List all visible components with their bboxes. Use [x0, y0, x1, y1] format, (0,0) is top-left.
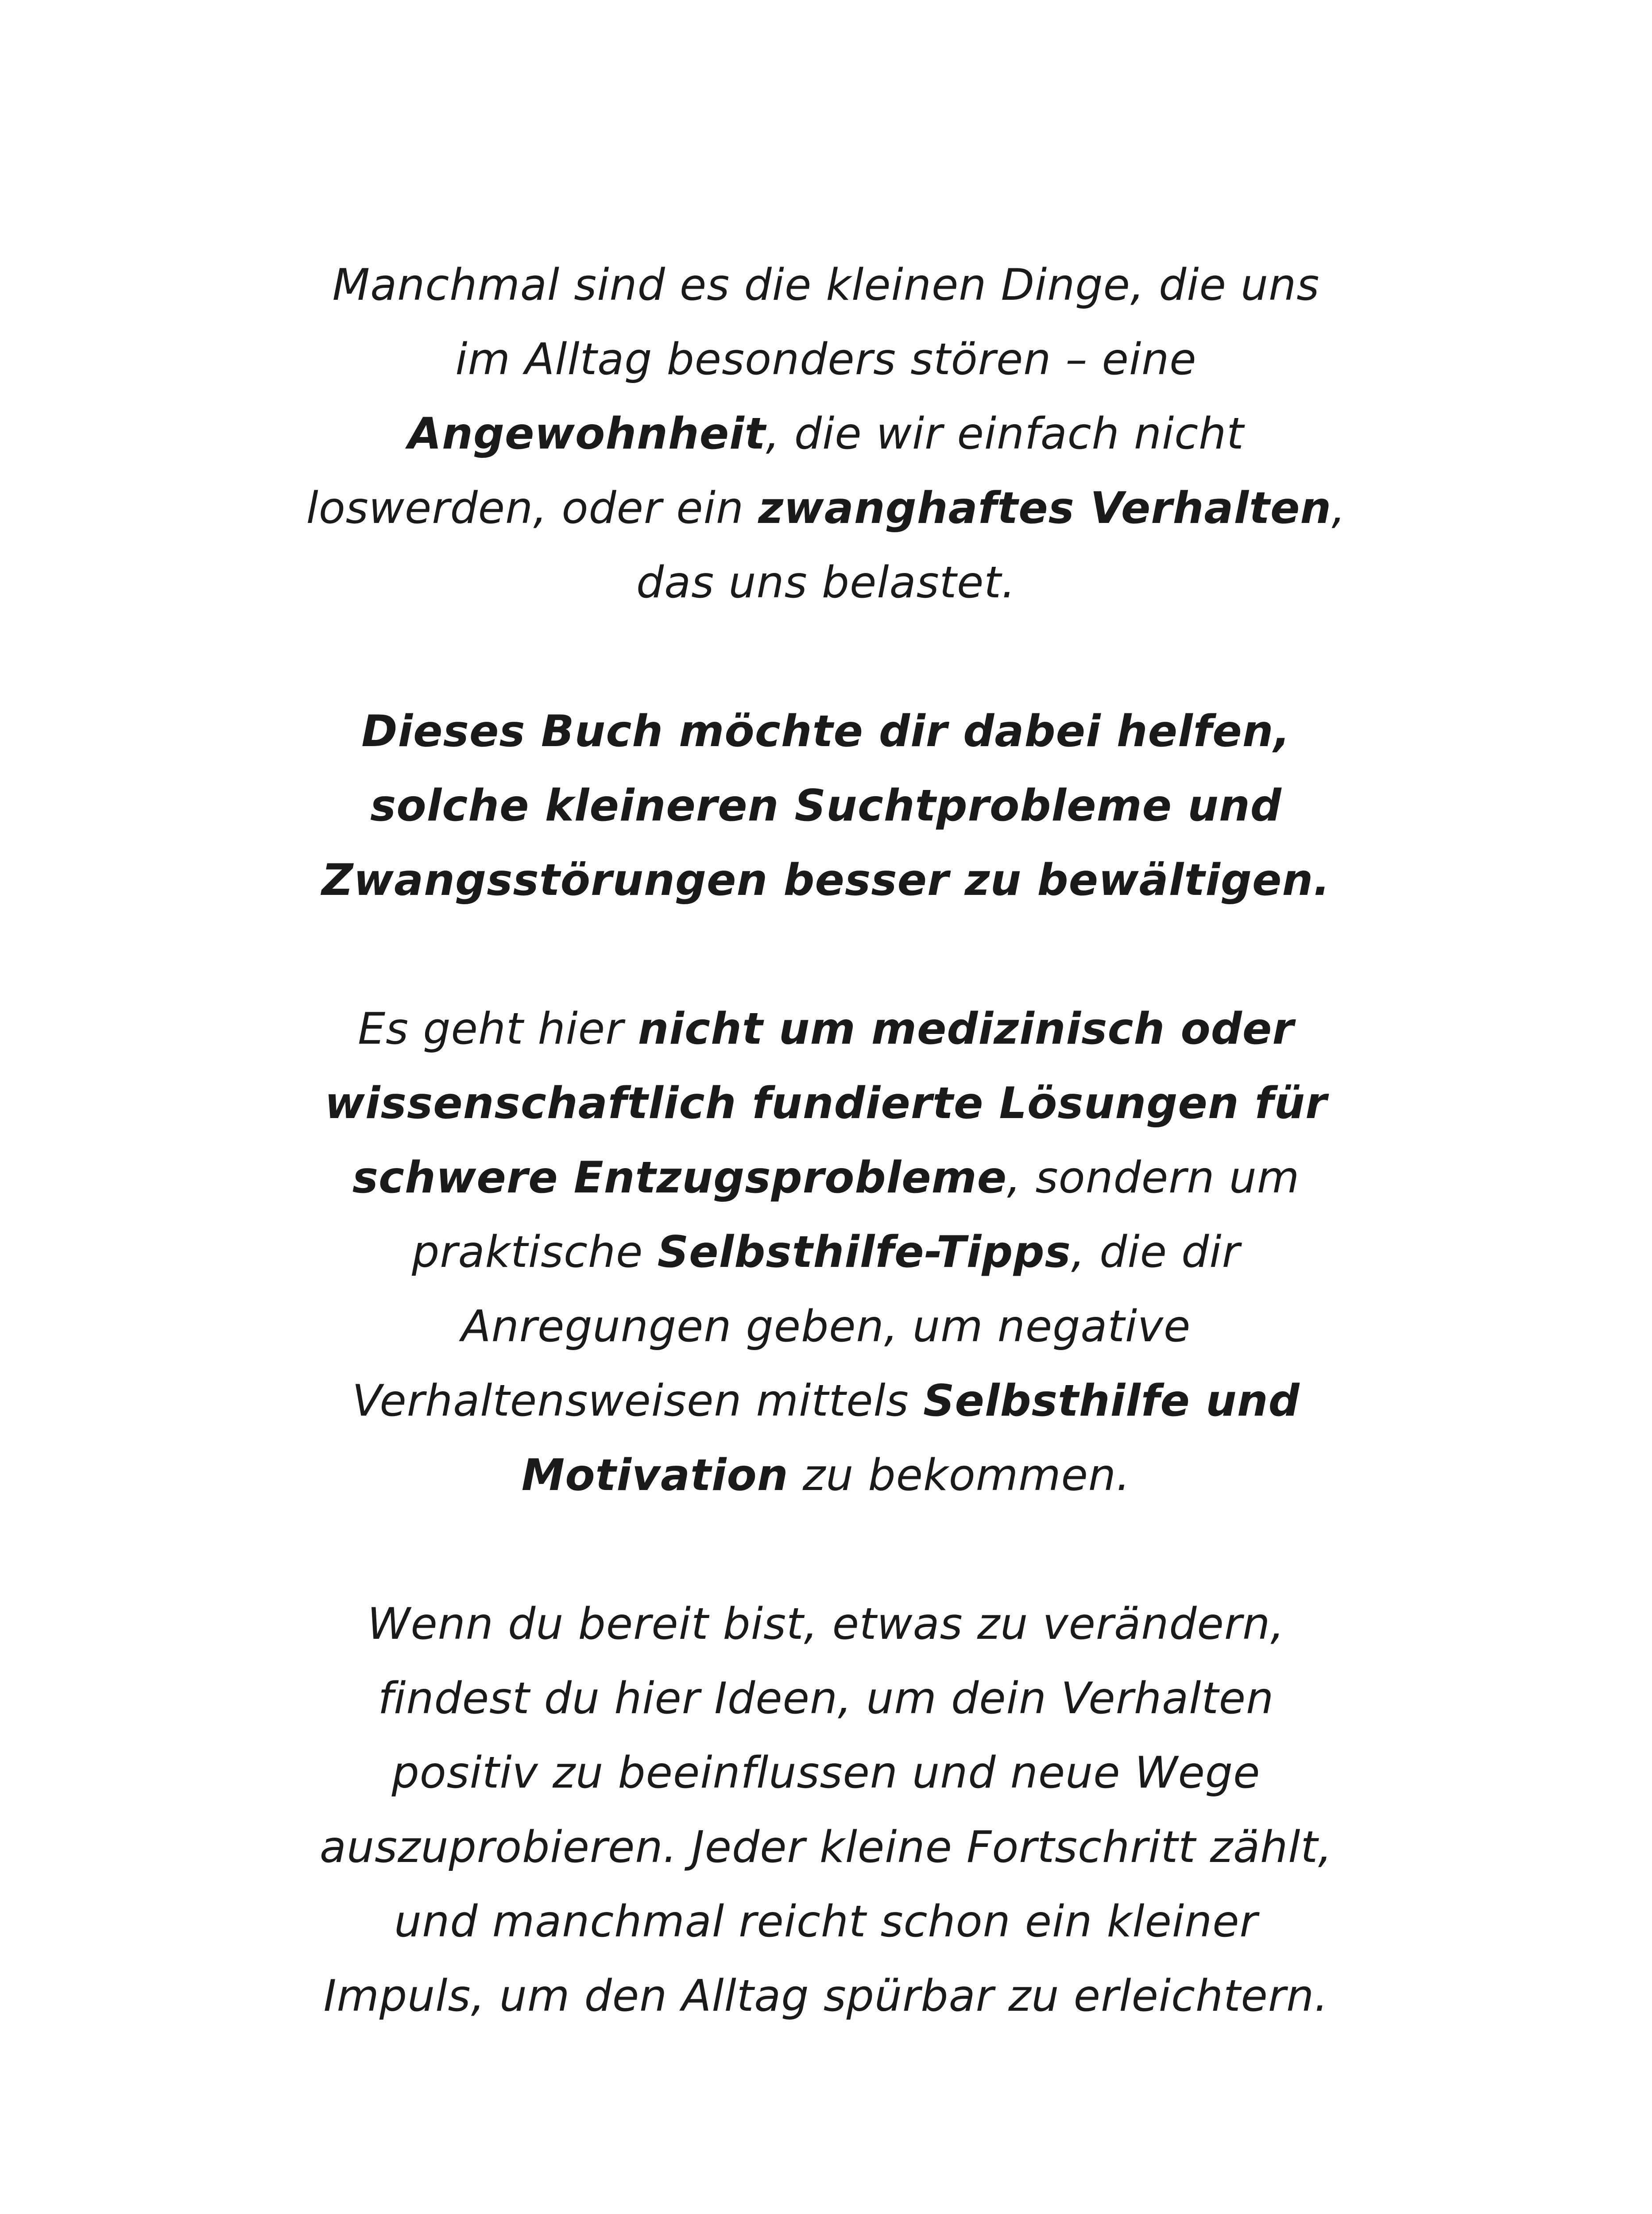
p3-text-1: Es geht hier	[358, 1004, 638, 1054]
p1-text-1: Manchmal sind es die kleinen Dinge, die uns	[332, 260, 1320, 310]
p1-bold-compulsive: zwanghaftes Verhalten	[758, 483, 1332, 534]
p3-text-3: praktische	[412, 1227, 658, 1277]
p1-text-5: ,	[1331, 483, 1346, 534]
p2-line-1: Dieses Buch möchte dir dabei helfen,	[361, 706, 1291, 757]
p3-bold-3: schwere Entzugsprobleme	[352, 1153, 1007, 1203]
p3-text-5: Anregungen geben, um negative	[461, 1301, 1191, 1352]
p4-line-5: und manchmal reicht schon ein kleiner	[394, 1897, 1258, 1947]
p1-text-3: , die wir einfach nicht	[766, 409, 1244, 459]
p3-text-2: , sondern um	[1007, 1153, 1300, 1203]
p3-bold-1: nicht um medizinisch oder	[638, 1004, 1294, 1054]
p3-bold-4: Selbsthilfe-Tipps	[657, 1227, 1071, 1277]
intro-text	[266, 248, 1386, 2108]
p1-text-2: im Alltag besonders stören – eine	[455, 334, 1197, 385]
p1-bold-habit: Angewohnheit	[408, 409, 766, 459]
p1-text-6: das uns belastet.	[636, 557, 1016, 608]
p3-bold-6: Motivation	[521, 1450, 789, 1501]
p3-bold-2: wissenschaftlich fundierte Lösungen für	[325, 1078, 1327, 1129]
paragraph-purpose	[266, 694, 1386, 917]
p4-line-2: findest du hier Ideen, um dein Verhalten	[378, 1673, 1274, 1724]
p3-bold-5: Selbsthilfe und	[923, 1376, 1300, 1426]
p3-text-7: zu bekommen.	[788, 1450, 1131, 1501]
paragraph-closing	[266, 1587, 1386, 2033]
p4-line-3: positiv zu beeinflussen und neue Wege	[391, 1748, 1261, 1798]
p3-text-4: , die dir	[1071, 1227, 1240, 1277]
p2-line-3: Zwangsstörungen besser zu bewältigen.	[321, 855, 1331, 906]
paragraph-scope	[266, 992, 1386, 1513]
p4-line-6: Impuls, um den Alltag spürbar zu erleichtern.	[323, 1971, 1329, 2021]
p4-line-1: Wenn du bereit bist, etwas zu verändern,	[367, 1599, 1285, 1649]
paragraph-intro	[266, 248, 1386, 620]
p3-text-6: Verhaltensweisen mittels	[352, 1376, 923, 1426]
p2-line-2: solche kleineren Suchtprobleme und	[370, 781, 1282, 831]
p4-line-4: auszuprobieren. Jeder kleine Fortschritt zählt,	[319, 1822, 1333, 1873]
p1-text-4: loswerden, oder ein	[306, 483, 758, 534]
